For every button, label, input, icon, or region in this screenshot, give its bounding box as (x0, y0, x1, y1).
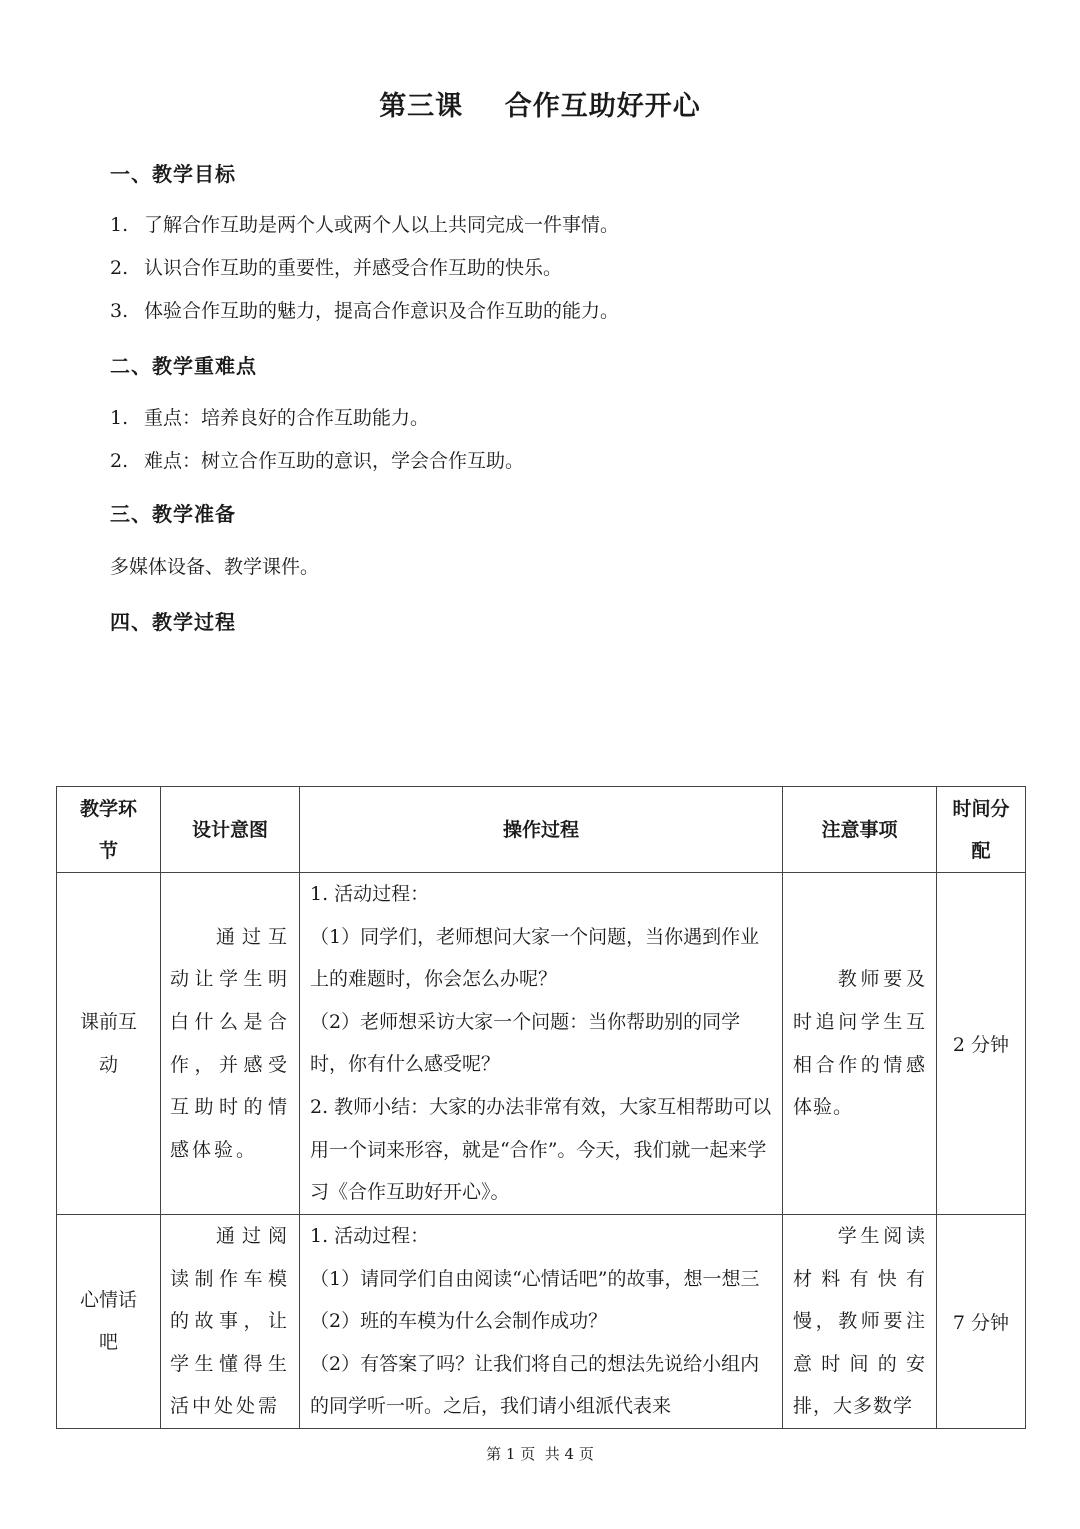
notes-cell: 学生阅读材料有快有慢，教师要注意时间的安排，大多数学 (783, 1215, 937, 1429)
key-point-item (110, 446, 524, 473)
section-heading-process: 四、教学过程 (110, 610, 236, 634)
table-row (57, 1215, 1026, 1429)
header-time: 时间分 配 (937, 787, 1026, 873)
section-heading-preparation: 三、教学准备 (110, 502, 236, 526)
preparation-text: 多媒体设备、教学课件。 (110, 556, 320, 578)
goal-number: 3. (110, 300, 129, 322)
stage-cell: 心情话 吧 (57, 1215, 161, 1429)
goal-number: 1. (110, 214, 129, 236)
header-notes: 注意事项 (783, 787, 937, 873)
goal-item (110, 210, 619, 237)
goal-item (110, 296, 619, 323)
key-point-text: 重点：培养良好的合作互助能力。 (144, 407, 430, 429)
key-point-number: 1. (110, 407, 129, 429)
goal-number: 2. (110, 257, 129, 279)
document-title: 第三课 合作互助好开心 (379, 91, 701, 122)
section-heading-goals: 一、教学目标 (110, 162, 236, 186)
key-point-text: 难点：树立合作互助的意识，学会合作互助。 (144, 450, 525, 472)
table-row (57, 873, 1026, 1215)
goal-text: 体验合作互助的魅力，提高合作意识及合作互助的能力。 (144, 300, 620, 322)
teaching-process-table (56, 786, 1026, 1429)
intent-cell: 通过互动让学生明白什么是合作，并感受互助时的情感体验。 (161, 873, 300, 1215)
process-cell: 1. 活动过程： （1）请同学们自由阅读“心情话吧”的故事，想一想三（2）班的车模为什么会制作成功？ （2）有答案了吗？让我们将自己的想法先说给小组内的同学听一听。之后，我们请小组派代表来 (300, 1215, 783, 1429)
key-point-item (110, 403, 429, 430)
section-heading-key-points: 二、教学重难点 (110, 354, 257, 378)
key-point-number: 2. (110, 450, 129, 472)
table-header-row (57, 787, 1026, 873)
intent-cell: 通过阅读制作车模的故事，让学生懂得生活中处处需 (161, 1215, 300, 1429)
goal-item (110, 253, 562, 280)
notes-cell: 教师要及时追问学生互相合作的情感体验。 (783, 873, 937, 1215)
page-footer: 第 1 页 共 4 页 (486, 1445, 594, 1463)
goal-text: 认识合作互助的重要性，并感受合作互助的快乐。 (144, 257, 563, 279)
process-cell: 1. 活动过程： （1）同学们，老师想问大家一个问题，当你遇到作业上的难题时，你会怎么办呢？ （2）老师想采访大家一个问题：当你帮助别的同学时，你有什么感受呢？ 2. 教师小结：大家的办法非常有效，大家互相帮助可以用一个词来形容，就是“合作”。今天，我们就一起来学习《合作互助好开心》。 (300, 873, 783, 1215)
header-intent: 设计意图 (161, 787, 300, 873)
time-cell: 2 分钟 (937, 873, 1026, 1215)
stage-cell: 课前互 动 (57, 873, 161, 1215)
goal-text: 了解合作互助是两个人或两个人以上共同完成一件事情。 (144, 214, 620, 236)
header-stage: 教学环 节 (57, 787, 161, 873)
time-cell: 7 分钟 (937, 1215, 1026, 1429)
header-process: 操作过程 (300, 787, 783, 873)
